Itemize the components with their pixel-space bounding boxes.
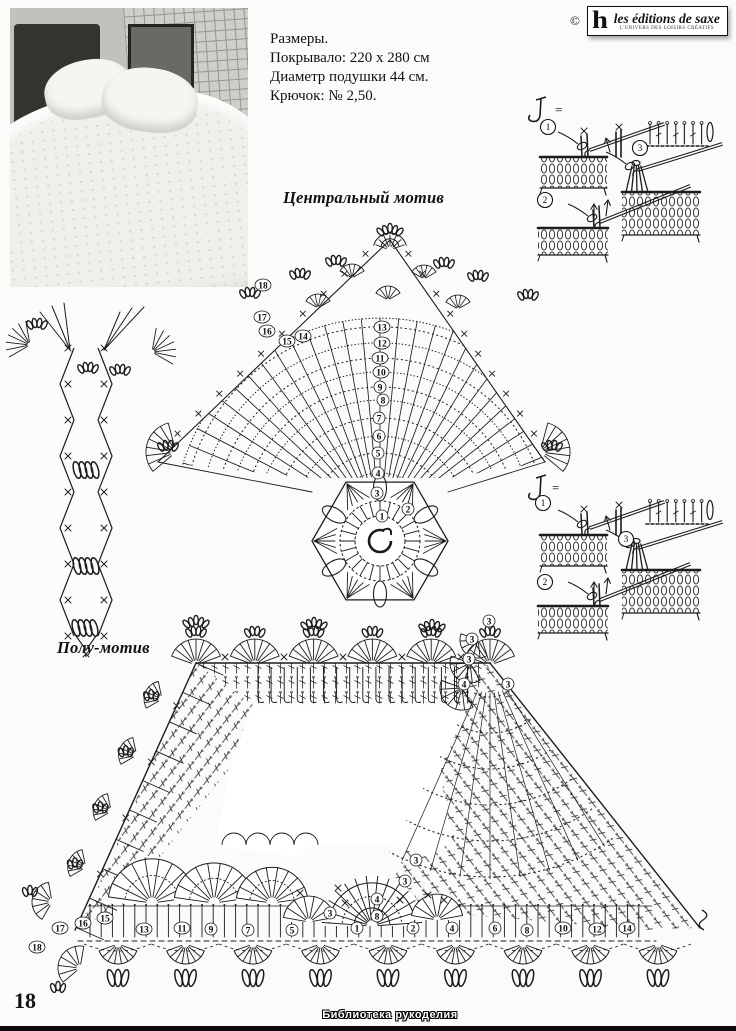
row-number: 15 xyxy=(282,337,292,348)
row-number: 2 xyxy=(410,924,416,935)
publisher-name: les éditions de saxe xyxy=(613,10,720,26)
row-number: 8 xyxy=(524,926,530,937)
row-number: 3 xyxy=(402,877,408,888)
row-number: 1 xyxy=(379,512,385,523)
row-number: 6 xyxy=(492,924,498,935)
row-number: 15 xyxy=(100,914,110,925)
row-number: 14 xyxy=(622,924,632,935)
page-number: 18 xyxy=(14,988,36,1013)
publisher-tagline: L'UNIVERS DES LOISIRS CRÉATIFS xyxy=(619,25,714,31)
row-number: 12 xyxy=(592,925,602,936)
row-number: 9 xyxy=(208,925,214,936)
row-number: 10 xyxy=(558,924,568,935)
row-number: 18 xyxy=(258,281,268,292)
row-number: 3 xyxy=(505,680,511,691)
step-number: 3 xyxy=(637,143,643,154)
row-number: 11 xyxy=(375,354,385,365)
sizes-line: Размеры. xyxy=(270,31,329,47)
row-number: 5 xyxy=(375,449,381,460)
row-number: 3 xyxy=(469,635,475,646)
row-number: 8 xyxy=(380,396,386,407)
central-motif-title: Центральный мотив xyxy=(283,188,444,207)
row-number: 7 xyxy=(376,414,382,425)
row-number: 11 xyxy=(177,924,187,935)
sizes-line: Покрывало: 220 х 280 см xyxy=(270,50,430,66)
row-number: 4 xyxy=(449,924,455,935)
row-number: 3 xyxy=(374,489,380,500)
row-number: 1 xyxy=(354,924,360,935)
row-number: 13 xyxy=(139,925,149,936)
row-number: 17 xyxy=(257,313,267,324)
row-number: 4 xyxy=(375,469,381,480)
row-number: 12 xyxy=(377,339,387,350)
row-number: 13 xyxy=(377,323,387,334)
row-number: 6 xyxy=(376,432,382,443)
half-motif-chart xyxy=(18,608,720,1020)
row-number: 14 xyxy=(298,332,308,343)
equals-sign: = xyxy=(552,480,560,495)
step-number: 3 xyxy=(623,534,629,545)
footer-stamp: Библиотека рукоделия xyxy=(322,1009,458,1021)
copyright-icon: © xyxy=(570,13,580,28)
publisher-box xyxy=(587,6,728,36)
step-number: 2 xyxy=(542,577,548,588)
row-number: 5 xyxy=(289,926,295,937)
equals-sign: = xyxy=(555,102,563,117)
step-number: 2 xyxy=(542,195,548,206)
row-number: 17 xyxy=(55,924,65,935)
half-motif-title: Полу-мотив xyxy=(57,638,150,657)
row-number: 3 xyxy=(486,617,492,628)
row-number: 18 xyxy=(32,943,42,954)
row-number: 4 xyxy=(374,895,380,906)
row-number: 3 xyxy=(327,909,333,920)
row-number: 3 xyxy=(413,856,419,867)
row-number: 9 xyxy=(377,383,383,394)
row-number: 16 xyxy=(78,919,88,930)
sizes-line: Крючок: № 2,50. xyxy=(270,88,377,104)
row-number: 7 xyxy=(245,926,251,937)
sizes-line: Диаметр подушки 44 см. xyxy=(270,69,429,85)
row-number: 2 xyxy=(405,505,411,516)
step-number: 1 xyxy=(540,498,546,509)
row-number: 4 xyxy=(461,680,467,691)
bottom-bar xyxy=(0,1026,736,1031)
row-number: 3 xyxy=(466,655,472,666)
sizes-text xyxy=(270,30,430,106)
publisher-logo xyxy=(570,6,728,36)
step-number: 1 xyxy=(545,122,551,133)
publisher-monogram-icon: h xyxy=(591,7,608,34)
row-number: 8 xyxy=(374,912,380,923)
crochet-hook-icon xyxy=(529,97,546,121)
central-motif-chart xyxy=(0,222,556,658)
row-number: 10 xyxy=(376,368,386,379)
row-number: 16 xyxy=(262,327,272,338)
